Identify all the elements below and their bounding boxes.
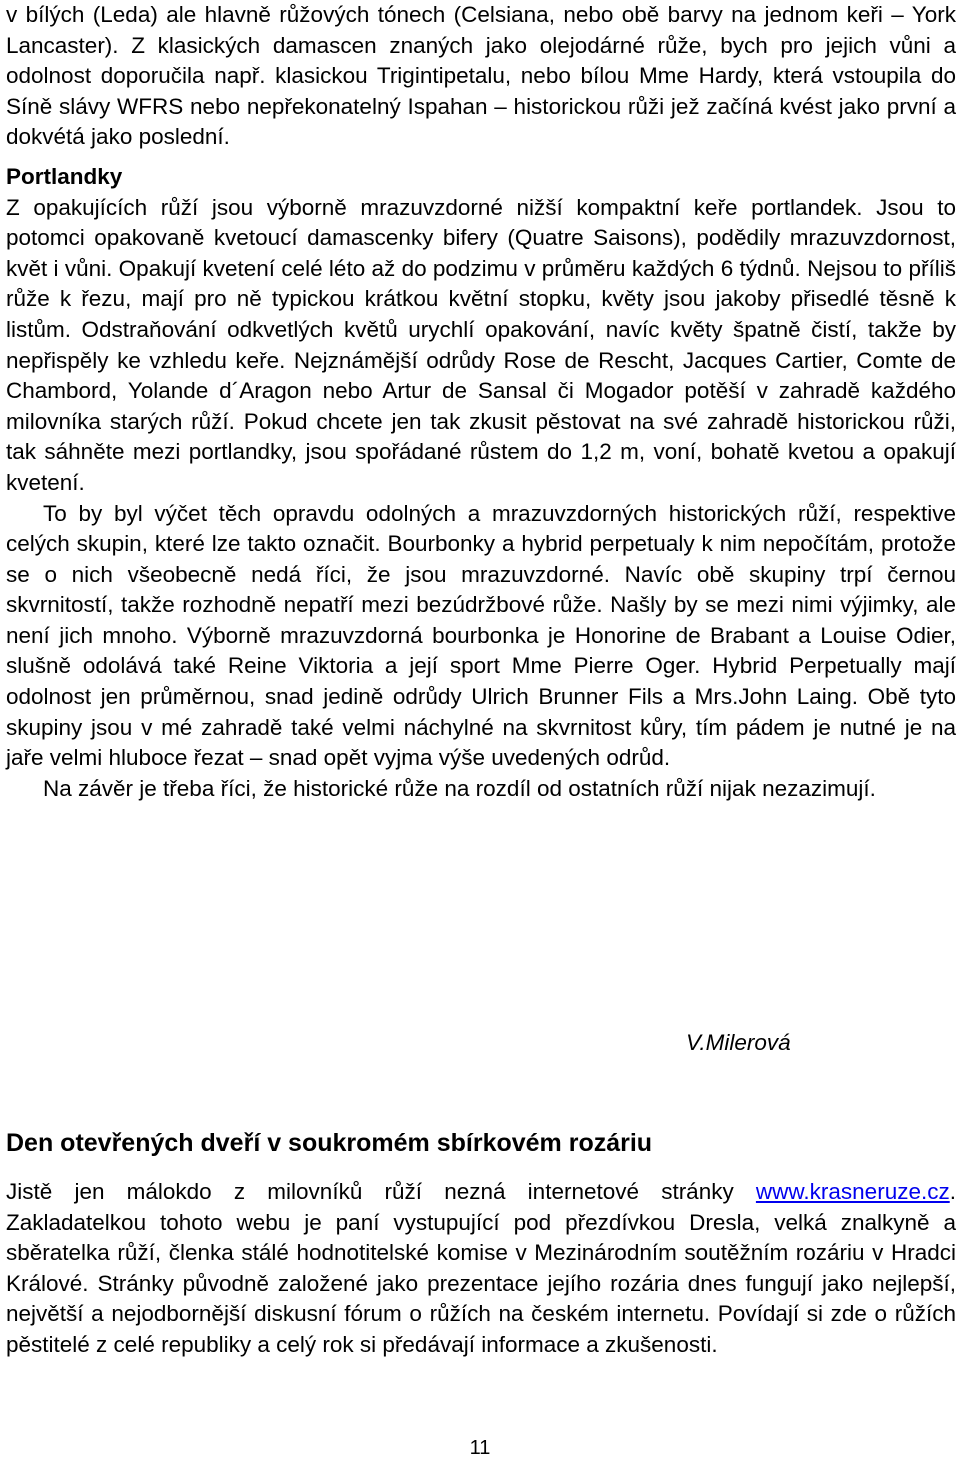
portland-heading: Portlandky xyxy=(6,163,123,189)
intro-paragraph: v bílých (Leda) ale hlavně růžových tónech (Celsiana, nebo obě barvy na jednom keři – York Lancaster). Z klasických damascen znaných jako olejodárné růže, bych pro jejich vůni a odolnost doporučila např. klasickou Trigintipetalu, nebo bílou Mme Hardy, která vstoupila do Síně slávy WFRS nebo nepřekonatelný Ispahan – historickou růži jež začíná kvést jako první a dokvétá jako poslední. xyxy=(6,2,956,150)
section-heading: Den otevřených dveří v soukromém sbírkovém rozáriu xyxy=(6,1129,653,1157)
page-number: 11 xyxy=(469,1437,491,1459)
author-signature: V.Milerová xyxy=(686,1030,791,1055)
summary-paragraph: To by byl výčet těch opravdu odolných a mrazuvzdorných historických růží, respektive celých skupin, které lze takto označit. Bourbonky a hybrid perpetualy k nim nepočítám, protože se o nich všeobecně nedá říci, že jsou mrazuvzdorné. Navíc obě skupiny trpí černou skvrnitostí, takže rozhodně nepatří mezi bezúdržbové růže. Našly by se mezi nimi výjimky, ale není jich mnoho. Výborně mrazuvzdorná bourbonka je Honorine de Brabant a Louise Odier, slušně odolává také Reine Viktoria a její sport Mme Pierre Oger. Hybrid Perpetually mají odolnost jen průměrnou, snad jedině odrůdy Ulrich Brunner Fils a Mrs.John Laing. Obě tyto skupiny jsou v mé zahradě také velmi náchylné na skvrnitost kůry, tím pádem je nutné je na jaře velmi hluboce řezat – snad opět vyjma výše uvedených odrůd. xyxy=(6,500,956,771)
conclusion-paragraph: Na závěr je třeba říci, že historické růže na rozdíl od ostatních růží nijak nezazimují. xyxy=(43,775,876,801)
open-day-article xyxy=(6,1177,956,1361)
open-day-paragraph xyxy=(6,1177,956,1361)
article-body xyxy=(6,0,956,804)
paragraph-text-end: . Zakladatelkou tohoto webu je paní vystupující pod přezdívkou Dresla, velká znalkyně a sběratelka růží, členka stálé hodnotitelské komise v Mezinárodním soutěžním rozáriu v Hradci Králové. Stránky původně založené jako prezentace jejího rozária dnes fungují jako nejlepší, největší a nejodbornější diskusní fórum o růžích na českém internetu. Povídají si zde o růžích pěstitelé z celé republiky a celý rok si předávají informace a zkušenosti. xyxy=(6,1179,956,1357)
website-link[interactable]: www.krasneruze.cz xyxy=(755,1179,950,1204)
portland-paragraph: Z opakujících růží jsou výborně mrazuvzdorné nižší kompaktní keře portlandek. Jsou to potomci opakovaně kvetoucí damascenky bifery (Quatre Saisons), podědily mrazuvzdornost, květ i vůni. Opakují kvetení celé léto až do podzimu v průměru každých 6 týdnů. Nejsou to příliš růže k řezu, mají pro ně typickou krátkou květní stopku, květy jsou jakoby přisedlé těsně k listům. Odstraňování odkvetlých květů urychlí opakování, navíc květy špatně čistí, takže by nepřispěly ke vzhledu keře. Nejznámější odrůdy Rose de Rescht, Jacques Cartier, Comte de Chambord, Yolande d´Aragon nebo Artur de Sansal či Mogador potěší v zahradě každého milovníka starých růží. Pokud chcete jen tak zkusit pěstovat na své zahradě historickou růži, tak sáhněte mezi portlandky, jsou spořádané růstem do 1,2 m, voní, bohatě kvetou a opakují kvetení. xyxy=(6,194,956,495)
paragraph-text-start: Jistě jen málokdo z milovníků růží nezná internetové stránky xyxy=(6,1179,734,1204)
